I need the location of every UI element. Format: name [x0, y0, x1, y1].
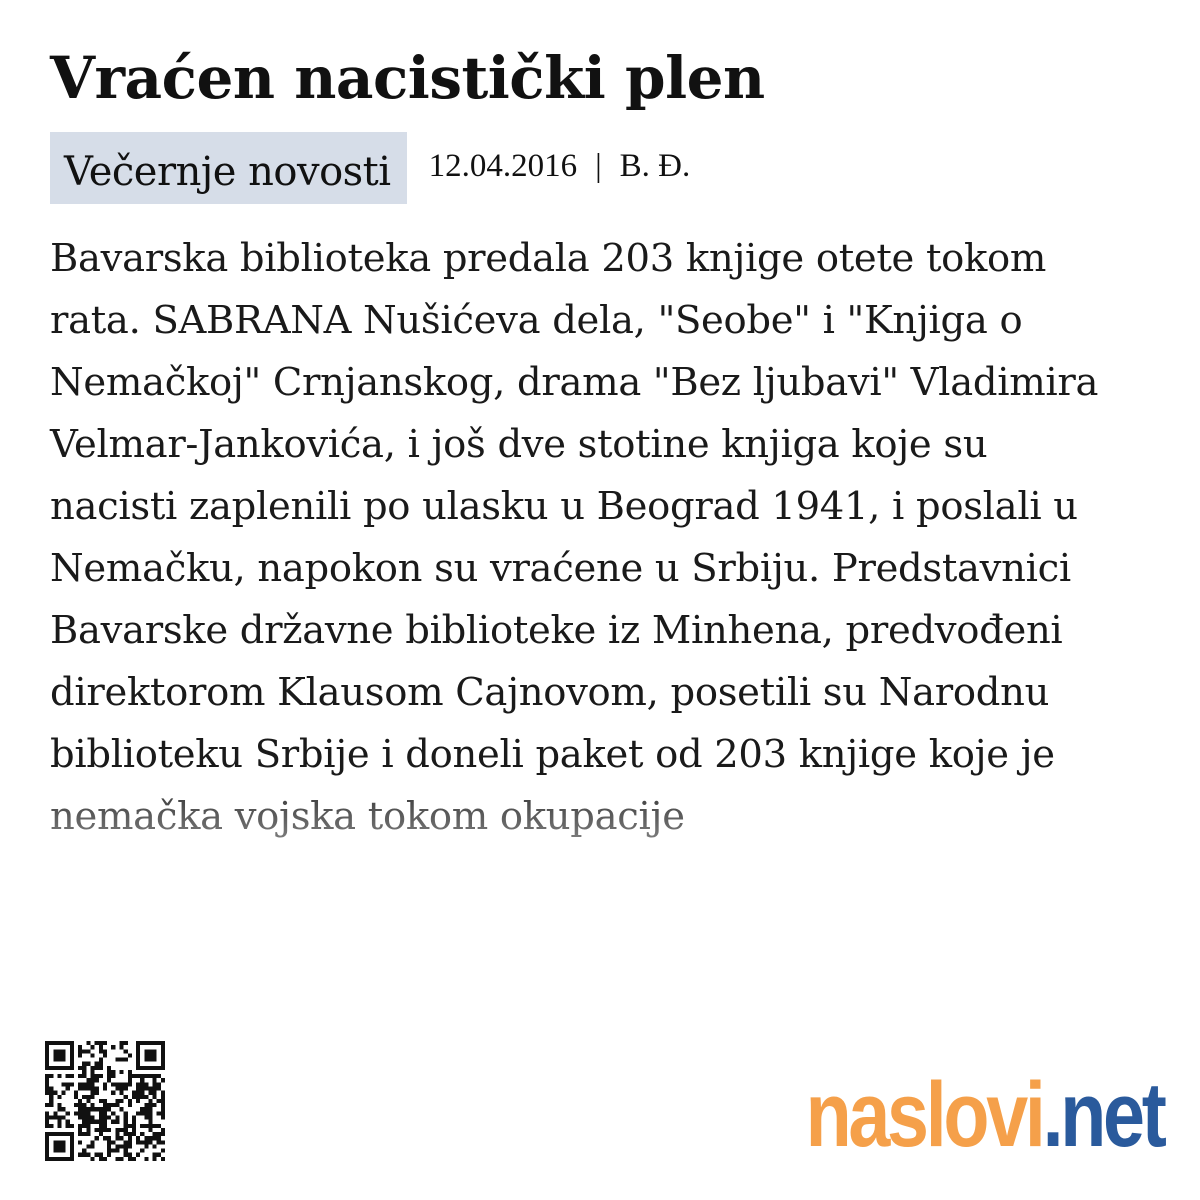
meta-info — [429, 132, 691, 200]
body-line: Bavarska biblioteka predala 203 knjige otete tokom — [50, 236, 1047, 281]
body-line: Nemačkoj" Crnjanskog, drama "Bez ljubavi" Vladimira — [50, 360, 1099, 405]
body-line-faded: nemačka vojska tokom okupacije — [50, 786, 1160, 848]
naslovi-logo[interactable] — [806, 1060, 1164, 1170]
body-line: Nemačku, napokon su vraćene u Srbiju. Predstavnici — [50, 546, 1071, 591]
article-body — [50, 228, 1160, 848]
article-author: B. Đ. — [619, 148, 691, 184]
body-line: Velmar-Jankovića, i još dve stotine knjiga koje su — [50, 422, 988, 467]
source-tag[interactable]: Večernje novosti — [50, 132, 407, 204]
body-line: biblioteku Srbije i doneli paket od 203 knjige koje je — [50, 732, 1055, 777]
article-date: 12.04.2016 — [428, 148, 578, 184]
body-line: direktorom Klausom Cajnovom, posetili su Narodnu — [50, 670, 1050, 715]
logo-part-net: .net — [1042, 1064, 1164, 1166]
meta-separator: | — [595, 148, 602, 184]
article-meta — [50, 132, 690, 204]
headline: Vraćen nacistički plen — [50, 44, 765, 112]
body-line: Bavarske državne biblioteke iz Minhena, predvođeni — [50, 608, 1063, 653]
qr-code-icon[interactable] — [45, 1038, 165, 1164]
body-line: rata. SABRANA Nušićeva dela, "Seobe" i "Knjiga o — [50, 298, 1023, 343]
logo-part-naslovi: naslovi — [806, 1064, 1043, 1166]
body-line: nacisti zaplenili po ulasku u Beograd 1941, i poslali u — [50, 484, 1078, 529]
